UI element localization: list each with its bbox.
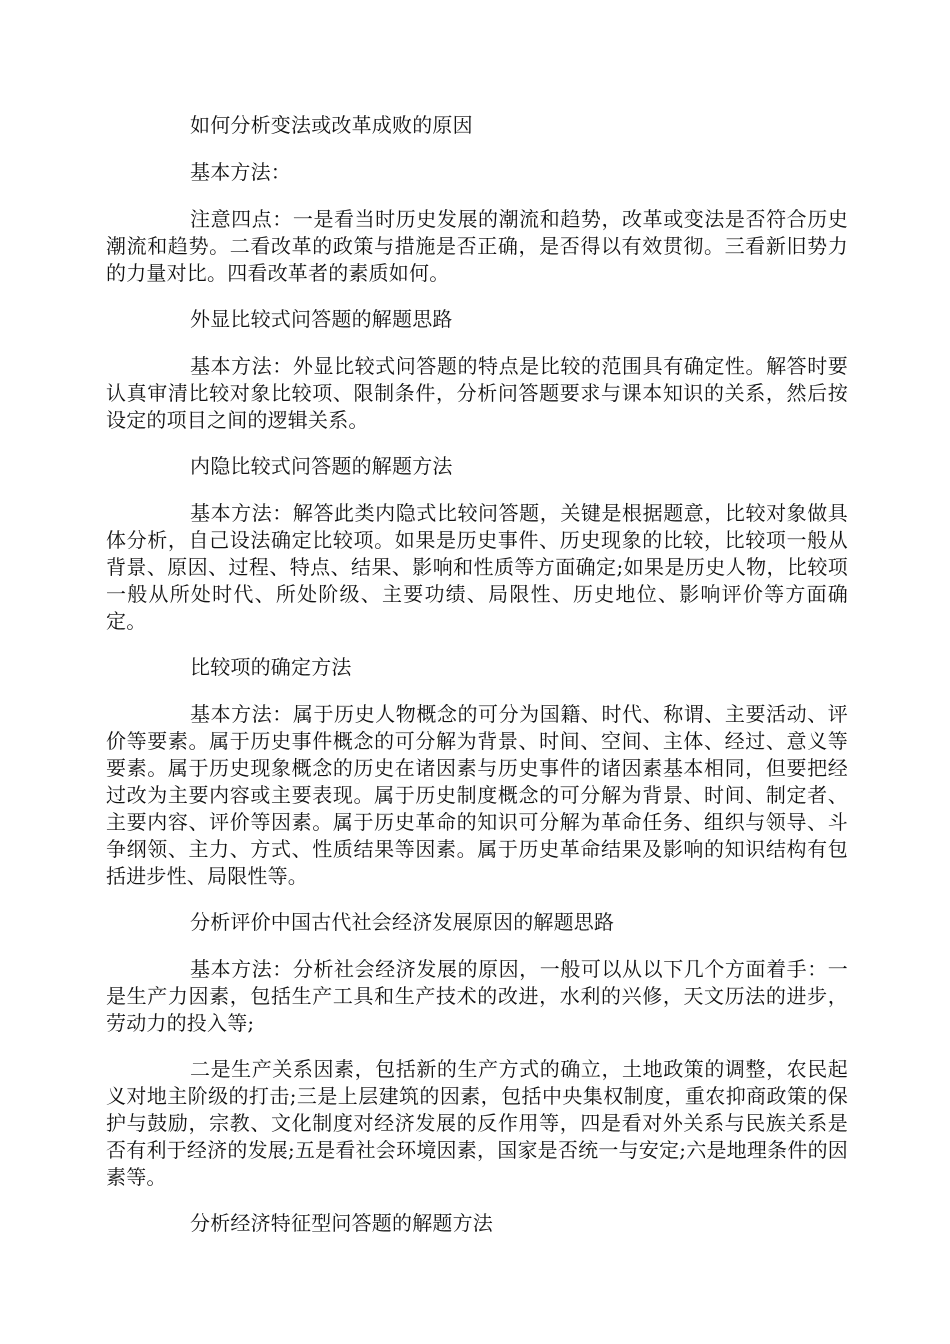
section-heading-economic-development: 分析评价中国古代社会经济发展原因的解题思路 (190, 910, 615, 934)
paragraph-implicit-comparison-method: 基本方法：解答此类内隐式比较问答题，关键是根据题意，比较对象做具体分析，自己设法确定比较项。如果是历史事件、历史现象的比较，比较项一般从背景、原因、过程、特点、结果、影响和性质等方面确定;如果是历史人物，比较项一般从所处时代、所处阶级、主要功绩、局限性、历史地位、影响评价等方面确定。 (106, 501, 848, 633)
section-heading-implicit-comparison: 内隐比较式问答题的解题方法 (190, 454, 453, 478)
paragraph-comparison-items-method: 基本方法：属于历史人物概念的可分为国籍、时代、称谓、主要活动、评价等要素。属于历史事件概念的可分解为背景、时间、空间、主体、经过、意义等要素。属于历史现象概念的历史在诸因素与历史事件的诸因素基本相同，但要把经过改为主要内容或主要表现。属于历史制度概念的可分解为背景、时间、制定者、主要内容、评价等因素。属于历史革命的知识可分解为革命任务、组织与领导、斗争纲领、主力、方式、性质结果等因素。属于历史革命结果及影响的知识结构有包括进步性、局限性等。 (106, 702, 848, 888)
section-heading-comparison-items: 比较项的确定方法 (190, 655, 352, 679)
section-heading-reform-analysis: 如何分析变法或改革成败的原因 (190, 113, 473, 137)
paragraph-explicit-comparison-method: 基本方法：外显比较式问答题的特点是比较的范围具有确定性。解答时要认真审清比较对象比较项、限制条件，分析问答题要求与课本知识的关系，然后按设定的项目之间的逻辑关系。 (106, 354, 848, 432)
document-page (106, 112, 848, 1257)
section-heading-economic-features: 分析经济特征型问答题的解题方法 (190, 1211, 493, 1235)
method-label: 基本方法： (190, 160, 291, 184)
paragraph-production-relations: 二是生产关系因素，包括新的生产方式的确立，土地政策的调整，农民起义对地主阶级的打击;三是上层建筑的因素，包括中央集权制度，重农抑商政策的保护与鼓励，宗教、文化制度对经济发展的反作用等，四是看对外关系与民族关系是否有利于经济的发展;五是看社会环境因素，国家是否统一与安定;六是地理条件的因素等。 (106, 1057, 848, 1189)
section-heading-explicit-comparison: 外显比较式问答题的解题思路 (190, 307, 453, 331)
paragraph-four-points: 注意四点：一是看当时历史发展的潮流和趋势，改革或变法是否符合历史潮流和趋势。二看改革的政策与措施是否正确，是否得以有效贯彻。三看新旧势力的力量对比。四看改革者的素质如何。 (106, 207, 848, 285)
paragraph-economic-development-method: 基本方法：分析社会经济发展的原因，一般可以从以下几个方面着手：一是生产力因素，包括生产工具和生产技术的改进，水利的兴修，天文历法的进步，劳动力的投入等; (106, 957, 848, 1035)
